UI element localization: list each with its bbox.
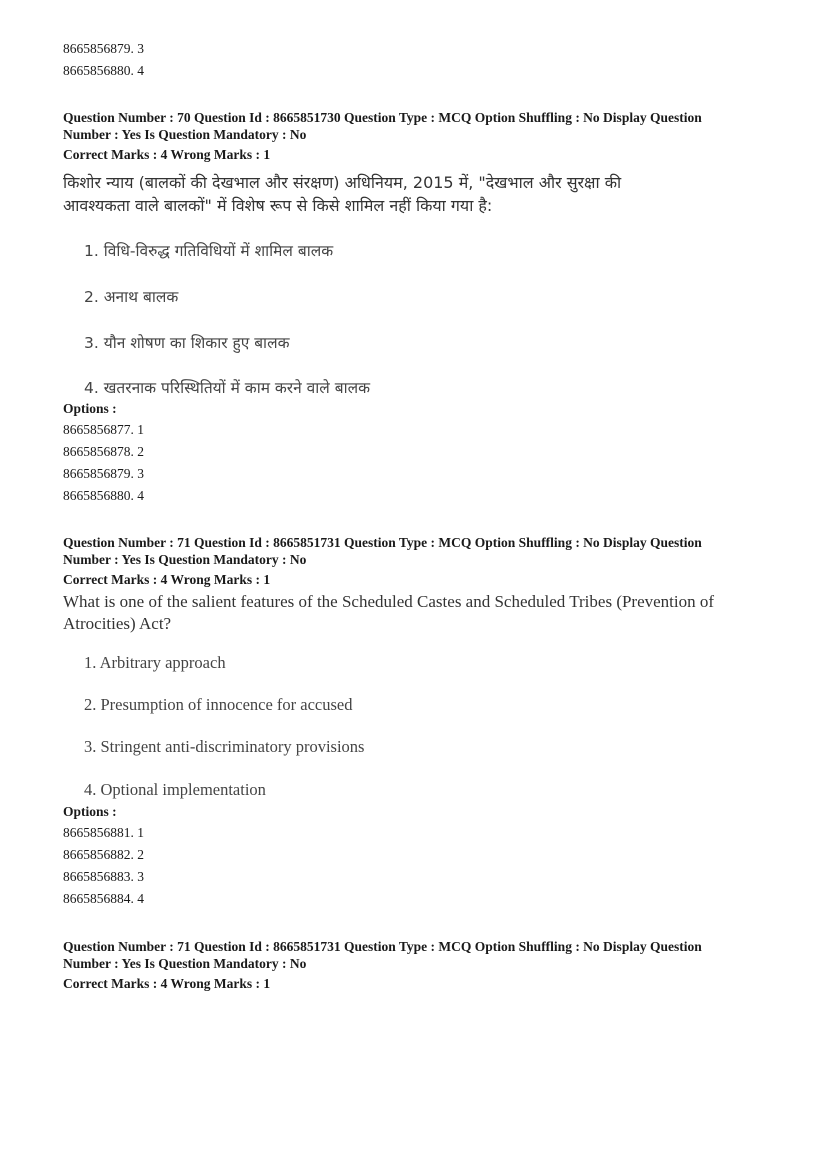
option-id-line: 8665856880. 4 (63, 63, 144, 78)
answer-choice: 3. यौन शोषण का शिकार हुए बालक (84, 334, 290, 352)
question-header: Number : Yes Is Question Mandatory : No (63, 127, 307, 142)
answer-choice: 4. खतरनाक परिस्थितियों में काम करने वाले बालक (84, 379, 371, 397)
option-id-line: 8665856883. 3 (63, 869, 144, 884)
answer-choice: 2. अनाथ बालक (84, 288, 179, 306)
options-label: Options : (63, 401, 117, 416)
marks-line: Correct Marks : 4 Wrong Marks : 1 (63, 147, 271, 162)
answer-choice: 1. Arbitrary approach (84, 653, 226, 672)
answer-choice: 2. Presumption of innocence for accused (84, 695, 353, 714)
answer-choice: 4. Optional implementation (84, 780, 266, 799)
option-id-line: 8665856884. 4 (63, 891, 144, 906)
option-id-line: 8665856879. 3 (63, 466, 144, 481)
answer-choice: 1. विधि-विरुद्ध गतिविधियों में शामिल बालक (84, 242, 334, 260)
marks-line: Correct Marks : 4 Wrong Marks : 1 (63, 976, 271, 991)
answer-choice: 3. Stringent anti-discriminatory provisions (84, 737, 365, 756)
question-header: Number : Yes Is Question Mandatory : No (63, 956, 307, 971)
question-text: What is one of the salient features of the Scheduled Castes and Scheduled Tribes (Prevention of (63, 592, 715, 611)
question-header: Question Number : 71 Question Id : 8665851731 Question Type : MCQ Option Shuffling : No Display Question (63, 939, 702, 954)
option-id-line: 8665856877. 1 (63, 422, 144, 437)
question-header: Number : Yes Is Question Mandatory : No (63, 552, 307, 567)
question-text: किशोर न्याय (बालकों की देखभाल और संरक्षण) अधिनियम, 2015 में, "देखभाल और सुरक्षा की (63, 173, 622, 192)
question-header: Question Number : 70 Question Id : 8665851730 Question Type : MCQ Option Shuffling : No Display Question (63, 110, 702, 125)
option-id-line: 8665856881. 1 (63, 825, 144, 840)
question-header: Question Number : 71 Question Id : 8665851731 Question Type : MCQ Option Shuffling : No Display Question (63, 535, 702, 550)
option-id-line: 8665856880. 4 (63, 488, 144, 503)
option-id-line: 8665856882. 2 (63, 847, 144, 862)
option-id-line: 8665856878. 2 (63, 444, 144, 459)
marks-line: Correct Marks : 4 Wrong Marks : 1 (63, 572, 271, 587)
option-id-line: 8665856879. 3 (63, 41, 144, 56)
options-label: Options : (63, 804, 117, 819)
question-text: आवश्यकता वाले बालकों" में विशेष रूप से किसे शामिल नहीं किया गया है: (63, 196, 493, 215)
question-text: Atrocities) Act? (63, 614, 172, 633)
